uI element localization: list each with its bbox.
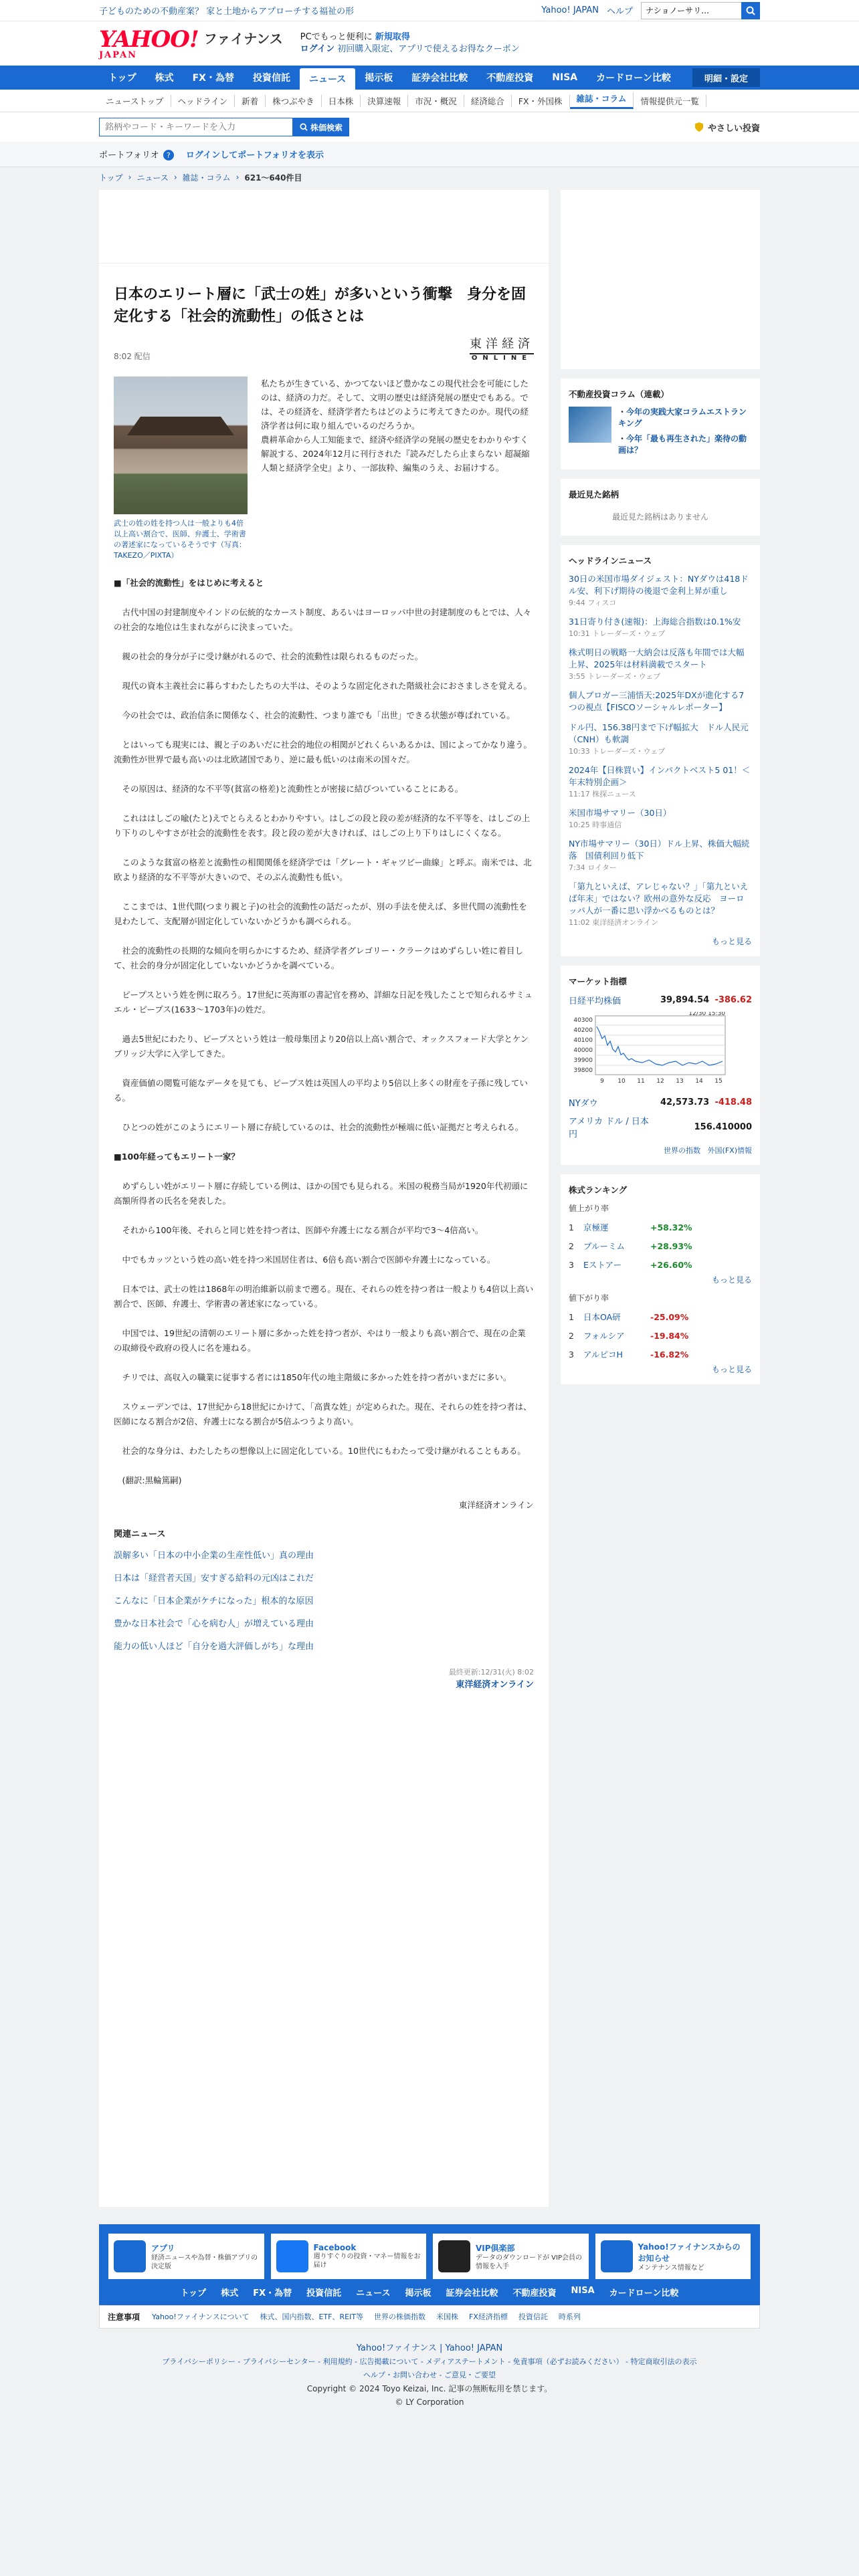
article-paragraph: それから100年後、それらと同じ姓を持つ者は、医師や弁護士になる割合が平均で3〜4倍高い。 xyxy=(114,1225,484,1235)
footer-app-card[interactable] xyxy=(595,2234,751,2279)
ranking-down-label: 値下がり率 xyxy=(569,1293,609,1303)
ranking-down-more[interactable]: もっと見る xyxy=(711,1365,752,1374)
headline-title: ヘッドラインニュース xyxy=(569,556,652,566)
nav-item[interactable]: トップ xyxy=(108,73,136,84)
article-photo[interactable] xyxy=(114,377,248,561)
notice-bar xyxy=(99,2305,760,2329)
headline-item xyxy=(569,764,752,799)
top-right xyxy=(541,2,760,19)
help-link[interactable]: ヘルプ xyxy=(606,7,633,17)
ranking-up-more[interactable]: もっと見る xyxy=(711,1275,752,1285)
stock-search-input[interactable] xyxy=(99,118,293,136)
page-footer xyxy=(0,2224,859,2409)
article-lead xyxy=(114,377,534,561)
subnav-item[interactable]: 新着 xyxy=(235,95,266,107)
subnav-item[interactable]: 情報提供元一覧 xyxy=(634,95,706,107)
rank-stock-name[interactable]: フォルシア xyxy=(583,1331,625,1341)
app-desc: メンテナンス情報など xyxy=(638,2264,704,2272)
world-index-link[interactable]: 世界の指数 xyxy=(664,1146,701,1155)
ranking-row[interactable] xyxy=(569,1326,752,1345)
nikkei-change: -386.62 xyxy=(714,995,752,1005)
footer-nav-item[interactable]: 株式 xyxy=(221,2288,239,2298)
market-box xyxy=(561,966,760,1165)
chart-time: 12/30 15:30 xyxy=(688,1012,725,1017)
headline-item xyxy=(569,573,752,608)
article-paragraph: 社会的流動性の長期的な傾向を明らかにするため、経済学者グレゴリー・クラークはめずらしい姓に着目して、社会的身分が固定化していないかどうかを調べている。 xyxy=(114,946,524,970)
related-news xyxy=(114,1527,534,1658)
rank-stock-name[interactable]: Eストアー xyxy=(583,1260,622,1270)
web-search-button[interactable] xyxy=(741,2,760,19)
section-heading: ■「社会的流動性」をはじめに考えると xyxy=(114,578,264,588)
footer-nav-item[interactable]: 掲示板 xyxy=(405,2288,432,2298)
footer-nav-item[interactable]: カードローン比較 xyxy=(609,2288,679,2298)
related-news-link[interactable]: 能力の低い人ほど「自分を過大評価しがち」な理由 xyxy=(114,1642,314,1652)
search-icon xyxy=(746,6,755,15)
rank-number: 1 xyxy=(569,1222,574,1232)
ranking-row[interactable] xyxy=(569,1218,752,1237)
usdjpy-label[interactable]: アメリカ ドル / 日本 円 xyxy=(569,1117,649,1140)
headline-link[interactable]: 米国市場サマリー（30日） xyxy=(569,808,672,818)
nikkei-chart-svg xyxy=(569,1012,752,1087)
nikkei-chart[interactable] xyxy=(569,1012,752,1087)
headline-item xyxy=(569,807,752,830)
topics-title: 不動産投資コラム（連載） xyxy=(569,389,669,399)
y-tick-label: 40000 xyxy=(573,1047,593,1054)
topics-item[interactable]: ・ 今年の実践大家コラムエストランキング xyxy=(618,407,752,429)
sub-nav xyxy=(0,90,859,112)
article-paragraph: 古代中国の封建制度やインドの伝統的なカースト制度、あるいはヨーロッパ中世の封建制度のもとでは、人々の社会的な地位は生まれながらに決まっていた。 xyxy=(114,607,532,632)
headline-meta: 10:33 トレーダーズ・ウェブ xyxy=(569,747,666,756)
publisher-logo[interactable]: 東洋経済 ONLINE xyxy=(470,334,534,362)
headline-meta: 11:02 東洋経済オンライン xyxy=(569,918,658,927)
recent-empty: 最近見た銘柄はありません xyxy=(611,512,708,522)
last-updated: 最終更新:12/31(火) 8:02 xyxy=(448,1668,534,1677)
portfolio-label: ポートフォリオ ? xyxy=(99,148,174,161)
nav-item[interactable]: カードローン比較 xyxy=(596,73,671,84)
shield-icon xyxy=(694,122,704,132)
y-tick-label: 40100 xyxy=(573,1037,593,1044)
copyright-ly: © LY Corporation xyxy=(395,2397,464,2407)
notice-link[interactable]: 投資信託 xyxy=(518,2313,548,2321)
article-title: 日本のエリート層に「武士の姓」が多いという衝撃 身分を固定化する「社会的流動性」の低さとは xyxy=(114,286,527,325)
x-tick-label: 9 xyxy=(600,1078,604,1085)
breadcrumb-current: 621〜640件目 xyxy=(244,173,302,183)
breadcrumb-item[interactable]: ニュース xyxy=(136,173,169,183)
nav-item[interactable]: NISA xyxy=(552,72,578,83)
related-news-link[interactable]: 豊かな日本社会で「心を病む人」が増えている理由 xyxy=(114,1619,314,1629)
related-title: 関連ニュース xyxy=(114,1529,166,1539)
photo-caption: 武士の姓の姓を持つ人は一般よりも4倍以上高い割合で、医師、弁護士、学術書の著述家になっているそうです（写真：TAKEZO／PIXTA） xyxy=(114,519,246,560)
article-meta xyxy=(114,334,534,362)
headline-meta: 9:44 フィスコ xyxy=(569,599,617,607)
web-search-input[interactable] xyxy=(641,2,741,19)
ranking-row[interactable] xyxy=(569,1237,752,1255)
dow-change: -418.48 xyxy=(714,1097,752,1107)
nav-item[interactable]: 証券会社比較 xyxy=(411,73,468,84)
article-paragraph: 資産価値の閲覧可能なデータを見ても、ピープス姓は英国人の平均より5倍以上多くの財産を子孫に残している。 xyxy=(114,1078,528,1103)
article-paragraph: 社会的な身分は、わたしたちの想像以上に固定化している。10世代にもわたって受け継がれることもある。 xyxy=(114,1446,526,1456)
temple-image xyxy=(114,377,248,514)
footer-nav-item[interactable]: 投資信託 xyxy=(306,2288,342,2298)
chevron-right-icon: › xyxy=(128,173,132,182)
headline-link[interactable]: 31日寄り付き(速報)：上海総合指数は0.1%安 xyxy=(569,617,741,627)
brand-promo: PCでもっと便利に 新規取得 ログイン 初回購入限定、アプリで使えるお得なクーポン xyxy=(300,32,520,54)
headline-link[interactable]: ドル円、156.38円まで下げ幅拡大 ドル人民元（CNH）も軟調 xyxy=(569,722,749,744)
nav-item[interactable]: FX・為替 xyxy=(192,73,234,84)
nikkei-value: 39,894.54 xyxy=(660,995,710,1005)
footer-app-card[interactable] xyxy=(271,2234,427,2279)
app-icon xyxy=(438,2240,470,2272)
headline-item xyxy=(569,616,752,639)
rank-percent: -25.09% xyxy=(650,1311,689,1322)
rank-percent: -16.82% xyxy=(650,1349,689,1360)
notice-title: 注意事項 xyxy=(108,2313,140,2322)
article-paragraph: 今の社会では、政治信条に関係なく、社会的流動性、つまり誰でも「出世」できる状態が尊ばれている。 xyxy=(114,710,515,720)
headline-item xyxy=(569,838,752,873)
chevron-right-icon: › xyxy=(173,173,177,182)
market-title: マーケット指標 xyxy=(569,976,627,986)
footer-policy[interactable]: プライバシーポリシー - プライバシーセンター - 利用規約 - 広告掲載について - メディアステートメント - 免責事項（必ずお読みください） - 特定商取引法の表示 xyxy=(162,2357,697,2366)
usdjpy-value: 156.410000 xyxy=(694,1121,752,1132)
footer-nav-item[interactable]: ニュース xyxy=(356,2288,391,2298)
stock-search-button[interactable]: 株価検索 xyxy=(293,118,349,136)
article-paragraph: 中国では、19世紀の清朝のエリート層に多かった姓を持つ者が、やはり一般よりも高い割合で、現在の企業の取締役や政府の役人に名を連ねる。 xyxy=(114,1328,526,1353)
lead-text xyxy=(261,377,534,561)
logo-mark: YAHOO! JAPAN xyxy=(99,25,199,60)
headline-link[interactable]: NY市場サマリー（30日）ドル上昇、株価大幅続落 国債利回り低下 xyxy=(569,839,750,861)
article-date: 8:02 配信 xyxy=(114,352,151,361)
topics-box xyxy=(561,379,760,469)
footer-nav-item[interactable]: トップ xyxy=(180,2288,207,2298)
footer-nav-item[interactable]: 不動産投資 xyxy=(512,2288,557,2298)
topics-thumbnail[interactable] xyxy=(569,407,611,443)
notice-link[interactable]: 世界の株価指数 xyxy=(374,2313,426,2321)
app-icon xyxy=(276,2240,308,2272)
y-tick-label: 40200 xyxy=(573,1027,593,1034)
article-body xyxy=(114,576,534,1488)
headline-item xyxy=(569,722,752,756)
headline-link[interactable]: 2024年【日株買い】インパクトベスト5 01！＜年末特別企画＞ xyxy=(569,765,751,787)
ranking-up-label: 値上がり率 xyxy=(569,1204,609,1213)
app-icon xyxy=(114,2240,146,2272)
app-desc: 経済ニュースや為替・株価アプリの決定版 xyxy=(151,2254,258,2270)
article-credit: 東洋経済オンライン xyxy=(458,1500,534,1510)
article-paragraph: ここまでは、1世代間(つまり親と子)の社会的流動性の話だったが、別の手法を使えば、多世代間の流動性を見わたして、支配層が固定化していないかどうかも調べられる。 xyxy=(114,901,527,926)
subnav-item[interactable]: ヘッドライン xyxy=(171,95,235,107)
article-paragraph: このような貧富の格差と流動性の相関関係を経済学では「グレート・ギャツビー曲線」と呼ぶ。南米では、北欧より経済的な不平等が大きいので、そのぶん流動性も低い。 xyxy=(114,857,532,882)
subnav-item[interactable]: ニューストップ xyxy=(99,95,171,107)
x-tick-label: 13 xyxy=(676,1078,684,1085)
rank-stock-name[interactable]: 京極運 xyxy=(583,1222,609,1232)
coupon-promo[interactable]: 初回購入限定、アプリで使えるお得なクーポン xyxy=(337,44,520,54)
headline-link[interactable]: 株式明日の戦略一大納会は反落も年間では大幅上昇、2025年は材料満載でスタート xyxy=(569,647,745,669)
login-link[interactable]: ログイン xyxy=(300,44,335,54)
portfolio-login-link[interactable]: ログインしてポートフォリオを表示 xyxy=(185,150,324,160)
ranking-row[interactable] xyxy=(569,1345,752,1364)
top-promo-link[interactable]: 子どものための不動産案？ 家と土地からアプローチする福祉の形 xyxy=(99,7,355,17)
related-news-link[interactable]: 誤解多い「日本の中小企業の生産性低い」真の理由 xyxy=(114,1551,314,1561)
article xyxy=(99,263,549,1703)
rank-number: 1 xyxy=(569,1311,574,1322)
ad-slot xyxy=(99,190,549,263)
footer-app-card[interactable] xyxy=(108,2234,264,2279)
footer-brand[interactable]: Yahoo!ファイナンス | Yahoo! JAPAN xyxy=(356,2343,503,2353)
notice-link[interactable]: FX経済指標 xyxy=(469,2313,508,2321)
notice-link[interactable]: 株式、国内指数、ETF、REIT等 xyxy=(260,2313,364,2321)
nikkei-label[interactable]: 日経平均株価 xyxy=(569,996,622,1006)
rank-number: 3 xyxy=(569,1259,574,1270)
breadcrumb-item[interactable]: 雑誌・コラム xyxy=(182,173,231,183)
brand-bar xyxy=(0,21,859,66)
subnav-item[interactable]: 日本株 xyxy=(322,95,361,107)
headline-item xyxy=(569,881,752,928)
headline-link[interactable]: 30日の米国市場ダイジェスト：NYダウは418ドル安、利下げ期待の後退で金利上昇が重し xyxy=(569,574,749,596)
x-tick-label: 10 xyxy=(617,1078,626,1085)
fx-info-link[interactable]: 外国(FX)情報 xyxy=(707,1146,752,1155)
rank-number: 2 xyxy=(569,1241,574,1251)
article-paragraph: スウェーデンでは、17世紀から18世紀にかけて、「高貴な姓」が定められた。現在、それらの姓を持つ者は、医師になる割合が2倍、弁護士になる割合が5倍ふつうより高い。 xyxy=(114,1402,532,1426)
rank-stock-name[interactable]: ブルーミム xyxy=(583,1241,626,1251)
article-paragraph: ひとつの姓がこのようにエリート層に存続しているのは、社会的流動性が極端に低い証拠だと考えられる。 xyxy=(114,1122,524,1132)
nav-item[interactable]: 株式 xyxy=(155,73,174,84)
ranking-box xyxy=(561,1174,760,1384)
notice-link[interactable]: Yahoo!ファイナンスについて xyxy=(152,2313,250,2321)
side-ad-slot xyxy=(561,190,760,369)
nav-item[interactable]: 不動産投資 xyxy=(486,73,534,84)
article-column xyxy=(99,190,549,2207)
settings-button[interactable]: 明細・設定 xyxy=(692,68,760,87)
subnav-item[interactable]: 経済総合 xyxy=(464,95,512,107)
web-search xyxy=(641,2,760,19)
breadcrumb-item[interactable]: トップ xyxy=(99,173,123,183)
rank-percent: +58.32% xyxy=(650,1222,692,1232)
x-tick-label: 12 xyxy=(656,1078,664,1085)
portfolio-bar xyxy=(0,142,859,167)
dow-value: 42,573.73 xyxy=(660,1097,710,1107)
headline-box xyxy=(561,545,760,956)
app-desc: 週りすぐりの投資・マネー情報をお届け xyxy=(313,2253,421,2269)
y-tick-label: 39900 xyxy=(573,1057,593,1064)
article-paragraph: ピープスという姓を例に取ろう。17世紀に英海軍の書記官を務め、詳細な日記を残したことで知られるサミュエル・ピープス(1633〜1703年)の姓だ。 xyxy=(114,990,533,1014)
lead-paragraph: 私たちが生きている、かつてないほど豊かなこの現代社会を可能にしたのは、経済の力だ。そして、文明の歴史は経済発展の歴史でもある。では、その経済を、経済学者たちはどのように考えてきたのか。現代の経済学者は何に取り組んでいるのだろうか。 xyxy=(261,379,529,431)
usdjpy-row[interactable] xyxy=(569,1114,752,1140)
sidebar xyxy=(561,190,760,1394)
rank-stock-name[interactable]: 日本OA研 xyxy=(583,1312,621,1322)
headline-meta: 3:55 トレーダーズ・ウェブ xyxy=(569,672,661,681)
source-link[interactable]: 東洋経済オンライン xyxy=(456,1680,534,1690)
section-heading: ■100年経ってもエリート一家？ xyxy=(114,1152,240,1162)
yahoo-finance-logo[interactable] xyxy=(99,25,283,60)
article-paragraph: 現代の資本主義社会に暮らすわたしたちの大半は、そのような固定化された階級社会におさましさを覚える。 xyxy=(114,681,533,691)
subnav-item[interactable]: 雑誌・コラム xyxy=(570,92,634,109)
related-news-link[interactable]: 日本は「経営者天国」安すぎる給料の元凶はこれだ xyxy=(114,1574,314,1584)
article-footer xyxy=(114,1667,534,1690)
logo-service: ファイナンス xyxy=(203,30,283,47)
headline-meta: 11:17 株探ニュース xyxy=(569,790,636,798)
search-icon xyxy=(300,123,308,131)
nav-item[interactable]: ニュース xyxy=(300,68,355,90)
article-paragraph: その原因は、経済的な不平等(貧富の格差)と流動性とが密接に結びついていることにある。 xyxy=(114,784,464,794)
article-paragraph: めずらしい姓がエリート層に存続している例は、ほかの国でも見られる。米国の税務当局が1920年代初頭に高額所得者の氏名を発表した。 xyxy=(114,1181,529,1206)
article-paragraph: 日本では、武士の姓は1868年の明治維新以前まで遡る。現在、それらの姓を持つ者は一般よりも4倍以上高い割合で、医師、弁護士、学術書の著述家になっている。 xyxy=(114,1284,534,1309)
headline-item xyxy=(569,647,752,681)
main-nav xyxy=(0,66,859,90)
y-tick-label: 40300 xyxy=(573,1017,593,1024)
nav-item[interactable]: 掲示板 xyxy=(365,73,393,84)
ranking-title: 株式ランキング xyxy=(569,1185,628,1195)
footer-app-card[interactable] xyxy=(433,2234,589,2279)
rank-stock-name[interactable]: アルピコH xyxy=(583,1350,623,1360)
lead-paragraph: 農耕革命から人工知能まで、経済や経済学の発展の歴史をわかりやすく解説する、2024年12月に刊行された『読みだしたら止まらない 超凝縮 人類と経済学全史』より、一部抜粋、編集のうえ、お届けする。 xyxy=(261,435,530,473)
headline-meta: 10:31 トレーダーズ・ウェブ xyxy=(569,629,666,638)
rank-percent: +28.93% xyxy=(650,1241,692,1251)
yahoo-japan-link[interactable]: Yahoo! JAPAN xyxy=(541,5,599,15)
app-title: Yahoo!ファイナンスからのお知らせ xyxy=(638,2242,741,2263)
nikkei-row[interactable] xyxy=(569,994,752,1006)
topics-item[interactable]: ・ 今年「最も再生された」楽待の動画は？ xyxy=(618,433,752,456)
notice-link[interactable]: 米国株 xyxy=(436,2313,459,2321)
rank-number: 2 xyxy=(569,1330,574,1341)
app-title: Facebook xyxy=(313,2243,357,2252)
footer-help[interactable]: ヘルプ・お問い合わせ - ご意見・ご要望 xyxy=(363,2371,496,2379)
article-paragraph: チリでは、高収入の職業に従事する者には1850年代の地主階級に多かった姓を持つ者がいまだに多い。 xyxy=(114,1372,512,1382)
article-paragraph: 過去5世紀にわたり、ピープスという姓は一般母集団より20倍以上高い割合で、オックスフォード大学とケンブリッジ大学に入学してきた。 xyxy=(114,1034,529,1059)
footer-nav-item[interactable]: NISA xyxy=(571,2286,595,2296)
article-paragraph: 中でもカッツという姓の高い姓を持つ米国居住者は、6倍も高い割合で医師や弁護士になっている。 xyxy=(114,1255,496,1265)
footer-promo xyxy=(99,2224,760,2305)
app-desc: データのダウンロードが VIP会員の情報を入手 xyxy=(476,2254,582,2270)
app-title: アプリ xyxy=(151,2243,175,2253)
market-links xyxy=(569,1145,752,1156)
x-tick-label: 15 xyxy=(714,1078,723,1085)
chevron-right-icon: › xyxy=(235,173,240,182)
article-paragraph: (翻訳:黒輪篤嗣) xyxy=(114,1475,182,1485)
subnav-item[interactable]: 株つぶやき xyxy=(266,95,322,107)
dow-row[interactable] xyxy=(569,1096,752,1109)
footer-nav-item[interactable]: FX・為替 xyxy=(253,2288,292,2298)
app-icon xyxy=(601,2240,633,2272)
x-tick-label: 11 xyxy=(637,1078,645,1085)
ranking-row[interactable] xyxy=(569,1307,752,1326)
rank-percent: -19.84% xyxy=(650,1330,689,1341)
headline-item xyxy=(569,689,752,714)
headline-meta: 10:25 時事通信 xyxy=(569,821,622,829)
easy-invest-link[interactable]: やさしい投資 xyxy=(694,121,760,134)
footer-bottom xyxy=(0,2342,859,2409)
nav-item[interactable]: 投資信託 xyxy=(252,73,290,84)
article-paragraph: とはいっても現実には、親と子のあいだに社会的地位の相関がどれくらいあるかは、国によってかなり違う。流動性が世界で最も高いのは北欧諸国であり、逆に最も低いのは南米の国々だ。 xyxy=(114,740,533,764)
stock-search-row xyxy=(0,112,859,142)
copyright: Copyright © 2024 Toyo Keizai, Inc. 記事の無断転用を禁じます。 xyxy=(306,2384,553,2393)
headline-more-link[interactable]: もっと見る xyxy=(711,937,752,946)
top-strip xyxy=(0,0,859,21)
x-tick-label: 14 xyxy=(695,1078,703,1085)
article-paragraph: 親の社会的身分が子に受け継がれるので、社会的流動性は限られるものだった。 xyxy=(114,651,423,661)
recent-title: 最近見た銘柄 xyxy=(569,490,619,500)
ranking-row[interactable] xyxy=(569,1255,752,1274)
app-title: VIP倶楽部 xyxy=(476,2243,515,2253)
rank-number: 3 xyxy=(569,1349,574,1360)
rank-percent: +26.60% xyxy=(650,1259,692,1270)
breadcrumb xyxy=(0,167,859,187)
headline-meta: 7:34 ロイター xyxy=(569,863,617,872)
subnav-item[interactable]: FX・外国株 xyxy=(512,95,570,107)
related-news-link[interactable]: こんなに「日本企業がケチになった」根本的な原因 xyxy=(114,1596,314,1606)
y-tick-label: 39800 xyxy=(573,1067,593,1074)
footer-nav-item[interactable]: 証券会社比較 xyxy=(446,2288,498,2298)
recent-stocks-box xyxy=(561,479,760,536)
headline-link[interactable]: 個人ブロガー三浦悟天:2025年DXが進化する7つの視点【FISCOソーシャルレポーター】 xyxy=(569,690,745,712)
subnav-item[interactable]: 市況・概況 xyxy=(408,95,464,107)
dow-label[interactable]: NYダウ xyxy=(569,1099,598,1109)
subnav-item[interactable]: 決算速報 xyxy=(361,95,408,107)
help-icon[interactable]: ? xyxy=(163,150,174,160)
notice-link[interactable]: 時系列 xyxy=(558,2313,581,2321)
article-paragraph: これははしごの喩(たと)えでとらえるとわかりやすい。はしごの段と段の差が経済的な不平等を、はしごの上り下りのしやすさが社会的流動性を表す。段と段の差が大きければ、はしごの上り下りはしにくくなる。 xyxy=(114,813,531,838)
headline-link[interactable]: 「第九といえば、アレじゃない？」「第九といえば年末」ではない？欧州の意外な反応 ヨーロッパ人が一番に思い浮かべるものとは？ xyxy=(569,881,749,916)
